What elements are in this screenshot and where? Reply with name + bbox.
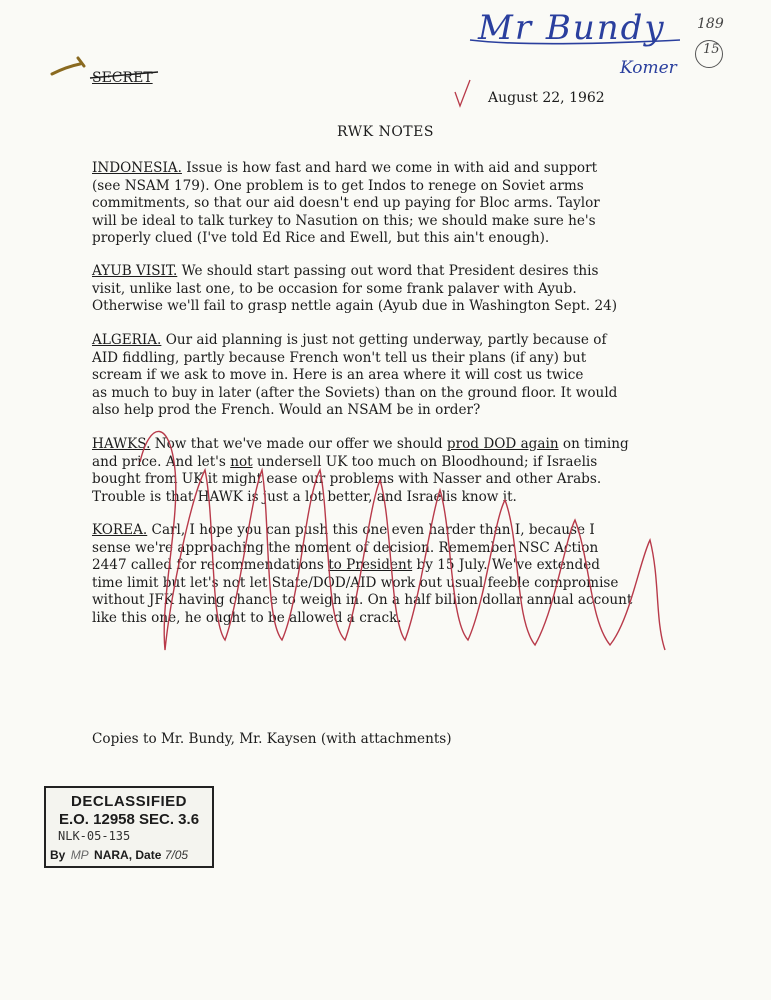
section-line: Carl, I hope you can push this one even harder than I, because I xyxy=(147,522,595,538)
section-heading: INDONESIA. xyxy=(92,160,182,176)
section-line: undersell UK too much on Bloodhound; if Israelis xyxy=(252,453,598,470)
handwritten-name: Komer xyxy=(620,58,677,78)
handwritten-recipient: Mr Bundy xyxy=(478,8,666,48)
handwritten-number-top: 189 xyxy=(697,16,724,32)
classification-text: SECRET xyxy=(92,70,153,86)
section-line: Trouble is that HAWK is just a lot better, and Israelis know it. xyxy=(92,488,517,505)
section-line: also help prod the French. Would an NSAM be in order? xyxy=(92,402,481,419)
section-line: like this one, he ought to be allowed a crack. xyxy=(92,609,402,626)
stamp-by-label: By xyxy=(50,848,66,862)
stamp-line-declassified: DECLASSIFIED xyxy=(70,793,187,810)
red-check-mark xyxy=(455,80,470,106)
section-heading: AYUB VISIT. xyxy=(92,263,178,279)
copies-line: Copies to Mr. Bundy, Mr. Kaysen (with attachments) xyxy=(92,731,452,747)
classification-strike-mark xyxy=(90,72,158,78)
section-line: and price. And let's xyxy=(92,453,231,470)
stamp-date: 7/05 xyxy=(164,848,189,862)
section-line: AID fiddling, partly because French won't tell us their plans (if any) but xyxy=(92,349,587,366)
section-line: Our aid planning is just not getting underway, partly because of xyxy=(161,332,607,348)
section-line: bought from UK it might ease our problems with Nasser and other Arabs. xyxy=(92,471,602,488)
section-heading: KOREA. xyxy=(92,522,148,538)
document-date: August 22, 1962 xyxy=(488,90,605,106)
section-line: as much to buy in later (after the Soviets) than on the ground floor. It would xyxy=(92,384,618,401)
stamp-line-eo: E.O. 12958 SEC. 3.6 xyxy=(58,811,200,828)
section-line: 2447 called for recommendations xyxy=(92,557,329,574)
handwritten-number-circled: 15 xyxy=(703,42,720,57)
underlined-word: not xyxy=(230,453,253,470)
red-squiggle-mark xyxy=(140,431,665,650)
stamp-nara-label: NARA, Date xyxy=(94,848,162,862)
underlined-phrase: to President xyxy=(328,557,413,574)
section-line: by 15 July. We've extended xyxy=(412,557,600,574)
section-heading: ALGERIA. xyxy=(92,332,162,348)
section-line: on timing xyxy=(558,436,629,452)
stamp-initials: MP xyxy=(70,848,89,862)
section-line: without JFK having chance to weigh in. On a half billion dollar annual account xyxy=(92,592,633,609)
section-line: visit, unlike last one, to be occasion for some frank palaver with Ayub. xyxy=(92,280,577,297)
underlined-phrase: prod DOD again xyxy=(446,436,559,452)
section-line: will be ideal to talk turkey to Nasution on this; we should make sure he's xyxy=(92,212,596,229)
document-title: RWK NOTES xyxy=(337,124,434,140)
section-line: sense we're approaching the moment of decision. Remember NSC Action xyxy=(92,539,599,556)
section-line: scream if we ask to move in. Here is an area where it will cost us twice xyxy=(92,367,584,384)
section-line: time limit but let's not let State/DOD/AID work out usual feeble compromise xyxy=(92,574,619,591)
stamp-line-case-number: NLK-05-135 xyxy=(58,829,131,843)
section-line: Otherwise we'll fail to grasp nettle again (Ayub due in Washington Sept. 24) xyxy=(92,298,618,315)
section-line: Now that we've made our offer we should xyxy=(150,436,447,452)
section-line: properly clued (I've told Ed Rice and Ewell, but this ain't enough). xyxy=(92,230,550,247)
section-line: (see NSAM 179). One problem is to get Indos to renege on Soviet arms xyxy=(92,177,584,194)
section-line: commitments, so that our aid doesn't end up paying for Bloc arms. Taylor xyxy=(92,195,600,212)
section-line: Issue is how fast and hard we come in with aid and support xyxy=(181,160,598,176)
section-line: We should start passing out word that President desires this xyxy=(177,263,599,279)
section-heading: HAWKS. xyxy=(92,436,151,452)
blue-underline-mark xyxy=(470,40,680,44)
brown-dash-mark xyxy=(52,58,84,74)
